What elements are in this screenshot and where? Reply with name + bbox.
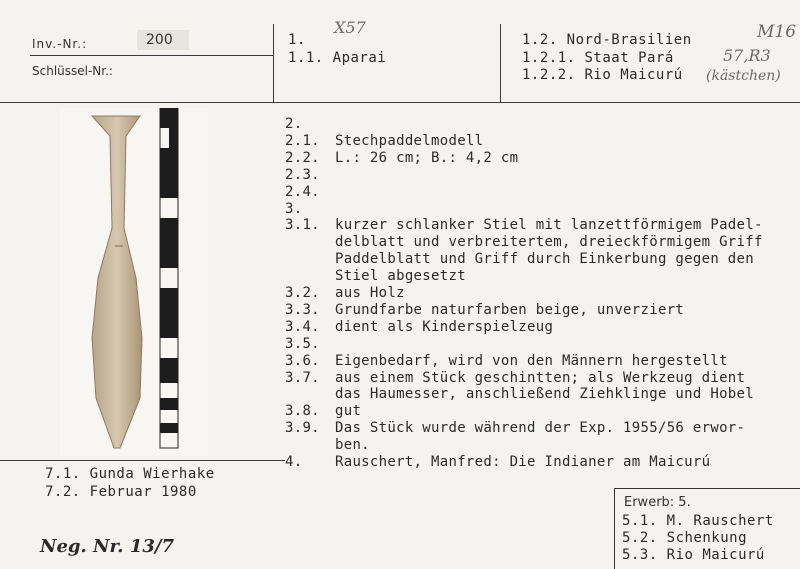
field-text: Rauschert, Manfred: Die Indianer am Maicurú <box>335 454 711 470</box>
inventory-number-value: 200 <box>146 32 173 48</box>
field-text: aus einem Stück geschintten; als Werkzeug dient <box>335 369 746 386</box>
field-row <box>285 217 763 233</box>
field-row <box>285 133 483 149</box>
object-photo <box>60 108 208 456</box>
header-divider-left <box>30 55 273 56</box>
field-number: 3.3. <box>285 301 320 318</box>
field-row <box>285 268 466 284</box>
field-row <box>285 234 763 250</box>
field-number: 3.8. <box>285 403 320 420</box>
field-text: Eigenbedarf, wird von den Männern hergestellt <box>335 352 728 369</box>
field-text: kurzer schlanker Stiel mit lanzettförmigem Padel- <box>335 217 763 234</box>
field-text: ben. <box>335 437 370 454</box>
field-1-1: 1.1. Aparai <box>288 50 387 66</box>
field-number: 2.2. <box>285 149 320 166</box>
field-number: 3.9. <box>285 420 320 437</box>
header-separator-1 <box>273 24 274 102</box>
key-number-label: Schlüssel-Nr.: <box>32 64 113 78</box>
acquisition-5-2: 5.2. Schenkung <box>622 530 748 546</box>
field-text: Das Stück wurde während der Exp. 1955/56 erwor- <box>335 420 746 437</box>
field-text: Stiel abgesetzt <box>335 268 466 285</box>
field-number: 3.4. <box>285 318 320 335</box>
field-text: gut <box>335 403 362 420</box>
recorder-rule <box>0 460 285 461</box>
inventory-number-label: Inv.-Nr.: <box>32 37 88 51</box>
field-number: 3.1. <box>285 217 320 234</box>
field-text: delblatt und verbreitertem, dreieckförmigem Griff <box>335 234 763 251</box>
field-number: 2. <box>285 116 303 132</box>
field-text: dient als Kinderspielzeug <box>335 318 554 335</box>
field-row <box>285 370 745 386</box>
field-row <box>285 150 518 166</box>
header-bottom-rule <box>0 102 800 103</box>
handwritten-code: 57,R3 <box>723 46 771 65</box>
field-text: das Haumesser, anschließend Ziehklinge und Hobel <box>335 386 754 403</box>
field-number: 3.2. <box>285 285 320 301</box>
field-number: 3. <box>285 200 303 217</box>
field-text: L.: 26 cm; B.: 4,2 cm <box>335 149 519 166</box>
field-row <box>285 251 754 267</box>
field-1-2-2: 1.2.2. Rio Maicurú <box>522 67 683 83</box>
field-number: 3.7. <box>285 369 320 386</box>
field-number: 2.1. <box>285 132 320 149</box>
field-row <box>285 302 684 318</box>
header-separator-2 <box>500 24 501 102</box>
field-text: Paddelblatt und Griff durch Einkerbung gegen den <box>335 251 754 268</box>
field-row <box>285 116 335 132</box>
field-row <box>285 420 745 436</box>
field-row <box>285 386 754 402</box>
handwritten-kaestchen: (kästchen) <box>706 68 781 84</box>
field-row <box>285 184 335 200</box>
field-row <box>285 201 335 217</box>
field-1-2-1: 1.2.1. Staat Pará <box>522 50 674 66</box>
field-text: Grundfarbe naturfarben beige, unverziert <box>335 301 685 318</box>
acquisition-label: Erwerb: 5. <box>624 495 691 510</box>
paddle-image <box>60 108 208 456</box>
field-row <box>285 454 710 470</box>
field-number: 3.5. <box>285 335 320 352</box>
field-row <box>285 437 370 453</box>
field-row <box>285 336 335 352</box>
acquisition-5-1: 5.1. M. Rauschert <box>622 513 774 529</box>
negative-number: Neg. Nr. 13/7 <box>40 536 174 557</box>
field-number: 4. <box>285 454 303 470</box>
field-number: 2.3. <box>285 166 320 183</box>
field-row <box>285 353 728 369</box>
field-number: 3.6. <box>285 352 320 369</box>
field-text: Stechpaddelmodell <box>335 132 484 149</box>
handwritten-x57: X57 <box>334 18 366 37</box>
field-row <box>285 285 405 301</box>
field-1-2: 1.2. Nord-Brasilien <box>522 32 692 48</box>
field-text: aus Holz <box>335 285 405 301</box>
handwritten-m16: M16 <box>757 22 797 42</box>
acquisition-5-3: 5.3. Rio Maicurú <box>622 547 765 563</box>
field-number: 2.4. <box>285 183 320 200</box>
field-row <box>285 319 553 335</box>
field-row <box>285 167 335 183</box>
field-row <box>285 403 361 419</box>
field-1: 1. <box>288 32 306 48</box>
recorder-date: 7.2. Februar 1980 <box>45 484 197 500</box>
recorder-name: 7.1. Gunda Wierhake <box>45 466 215 482</box>
